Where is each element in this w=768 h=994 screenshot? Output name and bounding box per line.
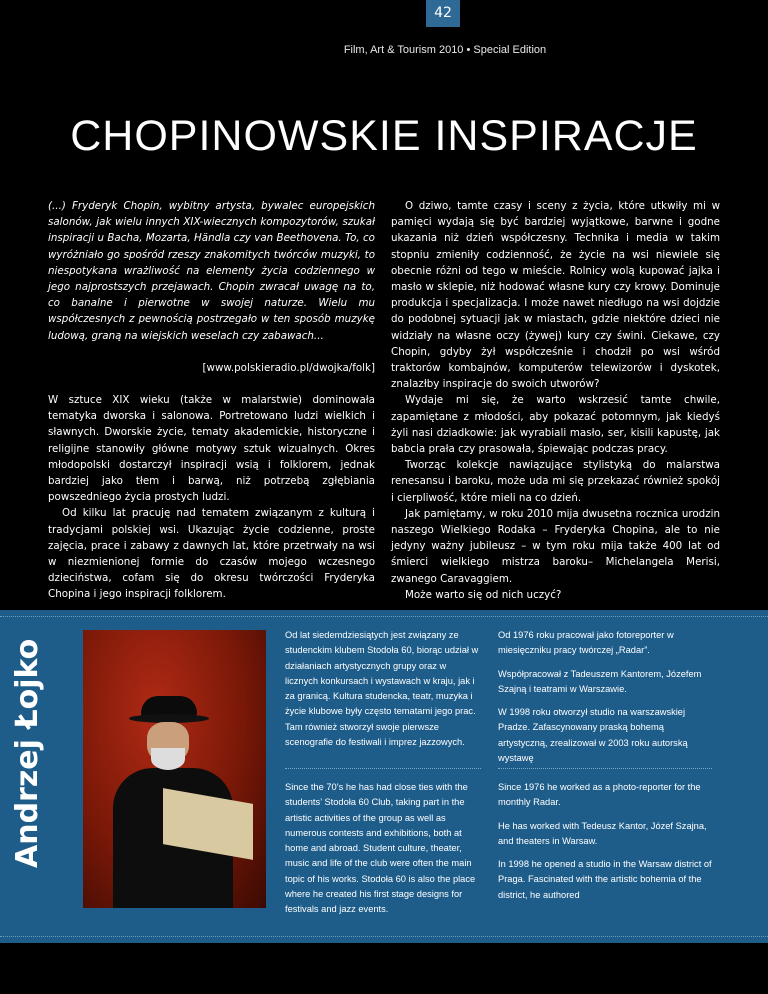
bio-paragraph: Since the 70’s he has had close ties with the students’ Stodoła 60 Club, taking part in the artistic activities of the group as well as numerous contests and exhibitions, both at home and abroad. Student culture, theater, music and life of the club were often the main topic of his works. Stodoła 60 is also the place where he created his first stage designs for festivals and jazz events. [285, 782, 476, 915]
paragraph: O dziwo, tamte czasy i sceny z życia, które utkwiły mi w pamięci wydają się być bardziej wyjątkowe, barwne i godne ukazania niż dzień współczesny. Technika i media w takim stopniu zmieniły codzienność, że życie na wsi niewiele się obecnie różni od tego w mieście. Rolnicy wolą kupować jajka i masło w sklepie, niż hodować własne kury czy krowy. Dominuje produkcja i specjalizacja. I może nawet niedługo na wsi dojdzie do podobnej sytuacji jak w miastach, gdzie niektóre dzieci nie widziały na własne oczy (żywej) kury czy świni. Ciekawe, czy Chopin, gdyby żył współcześnie i chodził po wsi wśród traktorów kombajnów, komputerów telewizorów i dyskotek, znalazłby inspiracje do swoich utworów? [391, 200, 720, 391]
bio-text-en-left [285, 780, 481, 926]
photo-figure-beard [151, 748, 185, 770]
artist-name: Andrzej Łojko [10, 638, 45, 868]
paragraph: Tworząc kolekcje nawiązujące stylistyką do malarstwa renesansu i baroku, może uda mi się przekazać również spokój i cierpliwość, które mieli na co dzień. [391, 459, 720, 504]
page-number: 42 [426, 0, 460, 27]
bio-text-pl-left [285, 628, 481, 758]
running-header: Film, Art & Tourism 2010 • Special Edition [343, 44, 547, 56]
paragraph: Jak pamiętamy, w roku 2010 mija dwusetna rocznica urodzin naszego Wielkiego Rodaka – Fryderyka Chopina, ale to nie jedyny ważny jubileusz – w tym roku mija także 400 lat od śmierci wielkiego mistrza baroku– Michelangela Merisi, zwanego Caravaggiem. [391, 507, 720, 585]
bio-paragraph: In 1998 he opened a studio in the Warsaw district of Praga. Fascinated with the artistic bohemia of the district, he authored [498, 859, 712, 900]
right-column [391, 198, 720, 603]
bio-text-en-right [498, 780, 712, 911]
paragraph: Może warto się od nich uczyć? [405, 588, 562, 601]
paragraph: Wydaje mi się, że warto wskrzesić tamte chwile, zapamiętane z młodości, aby pokazać potomnym, jak kiedyś żyli nasi dziadkowie: jak wyrabiali masło, ser, kisili kapustę, jak babcia prała czy prasowała, śpiewając podczas pracy. [391, 394, 720, 456]
paragraph: Od kilku lat pracuję nad tematem związanym z kulturą i tradycjami polskiej wsi. Ukazując życie codzienne, proste zajęcia, prace i zabawy z dawnych lat, które przetrwały na wsi w niezmienionej formie do czasów mojego wczesnego dzieciństwa, cofam się do okresu twórczości Fryderyka Chopina i jego inspiracji folklorem. [48, 507, 375, 601]
bio-paragraph: Since 1976 he worked as a photo-reporter for the monthly Radar. [498, 782, 701, 808]
bio-paragraph: Od 1976 roku pracował jako fotoreporter w miesięczniku pracy twórczej „Radar”. [498, 630, 674, 656]
left-column [48, 198, 375, 603]
bio-paragraph: He has worked with Tedeusz Kantor, Józef Szajna, and theaters in Warsaw. [498, 820, 707, 846]
bio-text-pl-right [498, 628, 712, 774]
bio-paragraph: W 1998 roku otworzył studio na warszawskiej Pradze. Zafascynowany praską bohemą artystyczną, zrealizował w 2003 roku autorską wystawę [498, 707, 688, 764]
paragraph: W sztuce XIX wieku (także w malarstwie) dominowała tematyka dworska i salonowa. Portretowano ludzi wielkich i sławnych. Dworskie życie, tematy akademickie, historyczne i religijne stanowiły główne motywy sztuk wizualnych. Okres młodopolski dostarczył inspiracji wsią i folklorem, jednak bardziej jako tłem i barwą, niż potrzebą zgłębiania powszedniego życia prostych ludzi. [48, 394, 375, 504]
bio-paragraph: Współpracował z Tadeuszem Kantorem, Józefem Szajną i teatrami w Warszawie. [498, 668, 702, 694]
divider [498, 768, 712, 769]
artist-photo [83, 630, 266, 908]
article-title: CHOPINOWSKIE INSPIRACJE [70, 112, 698, 160]
quote-source: [www.polskieradio.pl/dwojka/folk] [202, 361, 375, 374]
bio-paragraph: Od lat siedemdziesiątych jest związany ze studenckim klubem Stodoła 60, biorąc udział w działaniach artystycznych grupy oraz w licznych konkursach i wystawach w kraju, jak i za granicą. Kultura studencka, teatr, muzyka i życie klubowe były często tematami jego prac. Tam również stworzył swoje pierwsze scenografie do festiwali i imprez jazzowych. [285, 630, 479, 748]
intro-quote: (...) Fryderyk Chopin, wybitny artysta, bywalec europejskich salonów, jak wielu innych XIX-wiecznych kompozytorów, szukał inspiracji u Bacha, Mozarta, Händla czy van Beethovena. To, co wyróżniało go spośród rzeszy znakomitych twórców muzyki, to niespotykana wrażliwość na elementy życia codziennego w jego najprostszych przejawach. Chopin zwracał uwagę na to, co banalne i pierwotne w swojej naturze. Wielu mu współczesnych z pewnością postrzegało w ten sposób muzykę ludową, graną na wiejskich weselach czy zabawach... [48, 200, 375, 342]
divider [285, 768, 481, 769]
